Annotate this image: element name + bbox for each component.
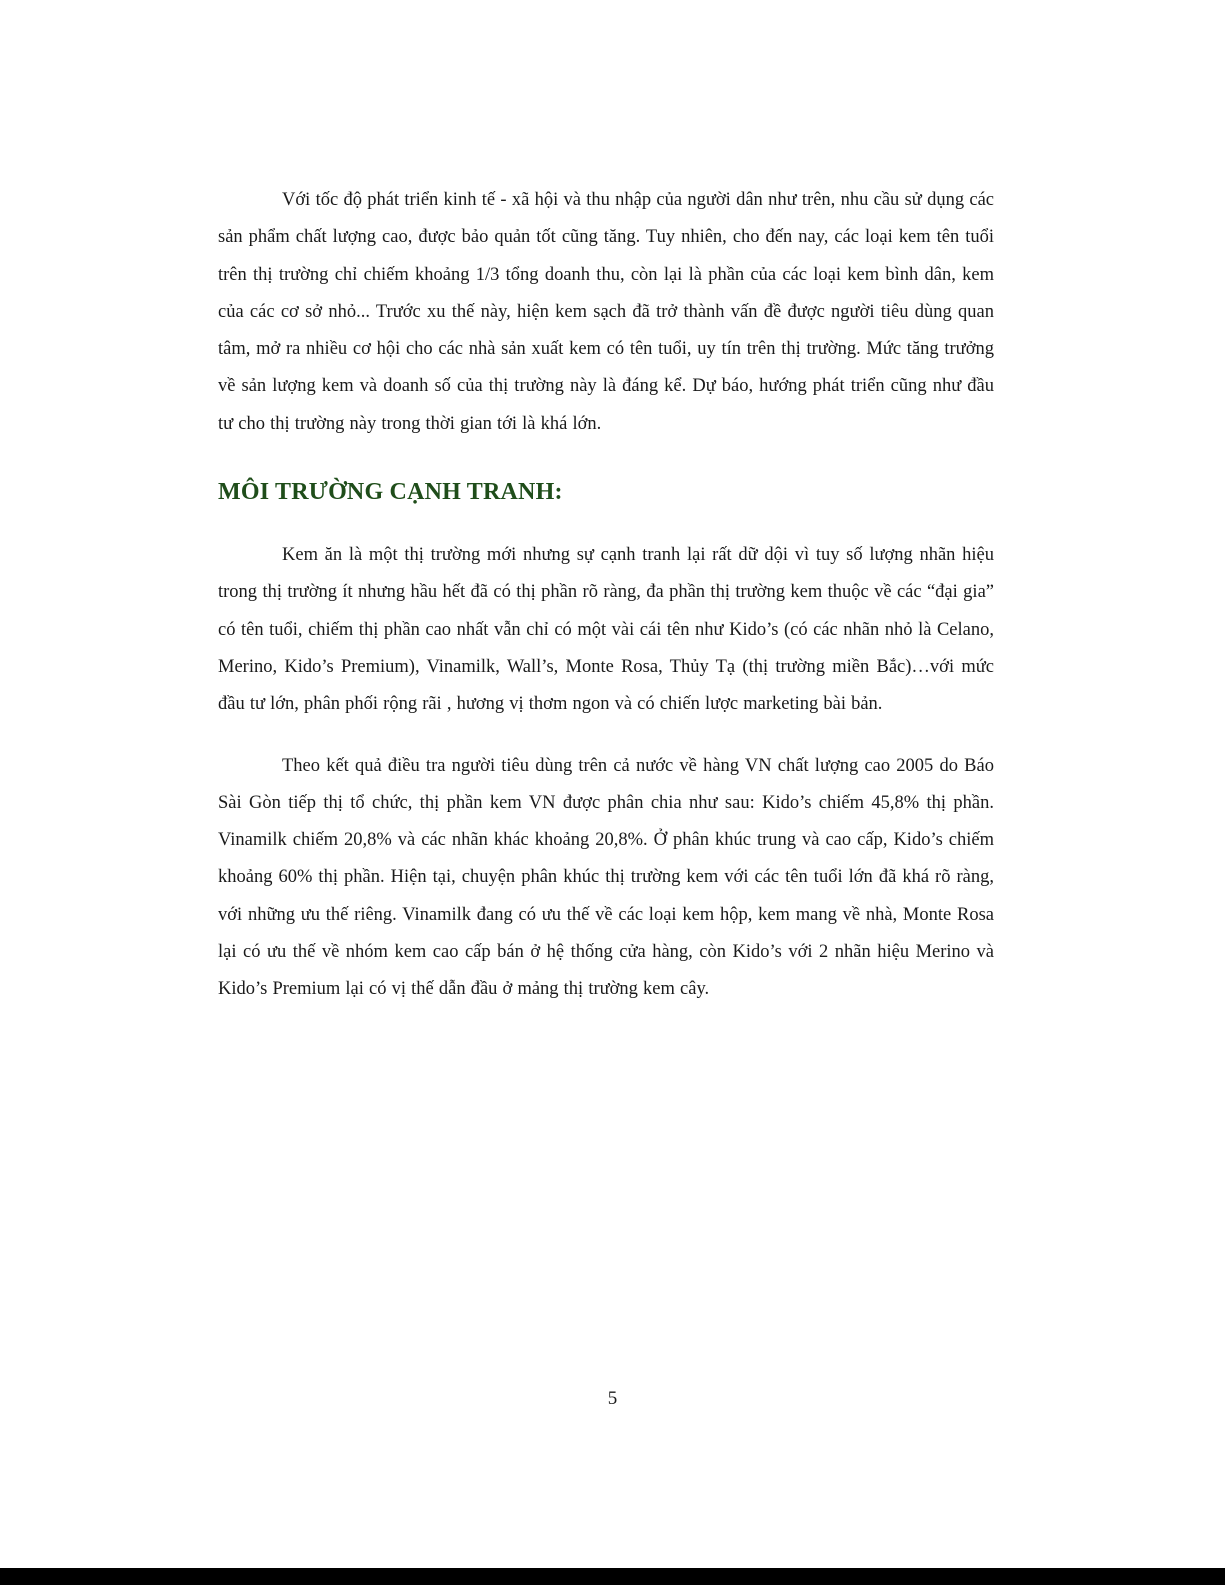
section-heading-competitive-environment: MÔI TRƯỜNG CẠNH TRANH: [218, 479, 563, 506]
page-body [218, 182, 994, 1009]
page-number: 5 [607, 1388, 618, 1409]
paragraph-market-share: Theo kết quả điều tra người tiêu dùng trên cả nước về hàng VN chất lượng cao 2005 do Báo Sài Gòn tiếp thị tổ chức, thị phần kem VN được phân chia như sau: Kido’s chiếm 45,8% thị phần. Vinamilk chiếm 20,8% và các nhãn khác khoảng 20,8%. Ở phân khúc trung và cao cấp, Kido’s chiếm khoảng 60% thị phần. Hiện tại, chuyện phân khúc thị trường kem với các tên tuổi lớn đã khá rõ ràng, với những ưu thế riêng. Vinamilk đang có ưu thế về các loại kem hộp, kem mang về nhà, Monte Rosa lại có ưu thế về nhóm kem cao cấp bán ở hệ thống cửa hàng, còn Kido’s với 2 nhãn hiệu Merino và Kido’s Premium lại có vị thế dẫn đầu ở mảng thị trường kem cây. [218, 755, 994, 1000]
paragraph-economic-growth: Với tốc độ phát triển kinh tế - xã hội và thu nhập của người dân như trên, nhu cầu sử dụng các sản phẩm chất lượng cao, được bảo quản tốt cũng tăng. Tuy nhiên, cho đến nay, các loại kem tên tuổi trên thị trường chỉ chiếm khoảng 1/3 tổng doanh thu, còn lại là phần của các loại kem bình dân, kem của các cơ sở nhỏ... Trước xu thế này, hiện kem sạch đã trở thành vấn đề được người tiêu dùng quan tâm, mở ra nhiều cơ hội cho các nhà sản xuất kem có tên tuổi, uy tín trên thị trường. Mức tăng trưởng về sản lượng kem và doanh số của thị trường này là đáng kể. Dự báo, hướng phát triển cũng như đầu tư cho thị trường này trong thời gian tới là khá lớn. [218, 190, 994, 434]
bottom-border [0, 1568, 1225, 1585]
paragraph-competition: Kem ăn là một thị trường mới nhưng sự cạnh tranh lại rất dữ dội vì tuy số lượng nhãn hiệu trong thị trường ít nhưng hầu hết đã có thị phần rõ ràng, đa phần thị trường kem thuộc về các “đại gia” có tên tuổi, chiếm thị phần cao nhất vẫn chỉ có một vài cái tên như Kido’s (có các nhãn nhỏ là Celano, Merino, Kido’s Premium), Vinamilk, Wall’s, Monte Rosa, Thủy Tạ (thị trường miền Bắc)…với mức đầu tư lớn, phân phối rộng rãi , hương vị thơm ngon và có chiến lược marketing bài bản. [218, 545, 994, 715]
